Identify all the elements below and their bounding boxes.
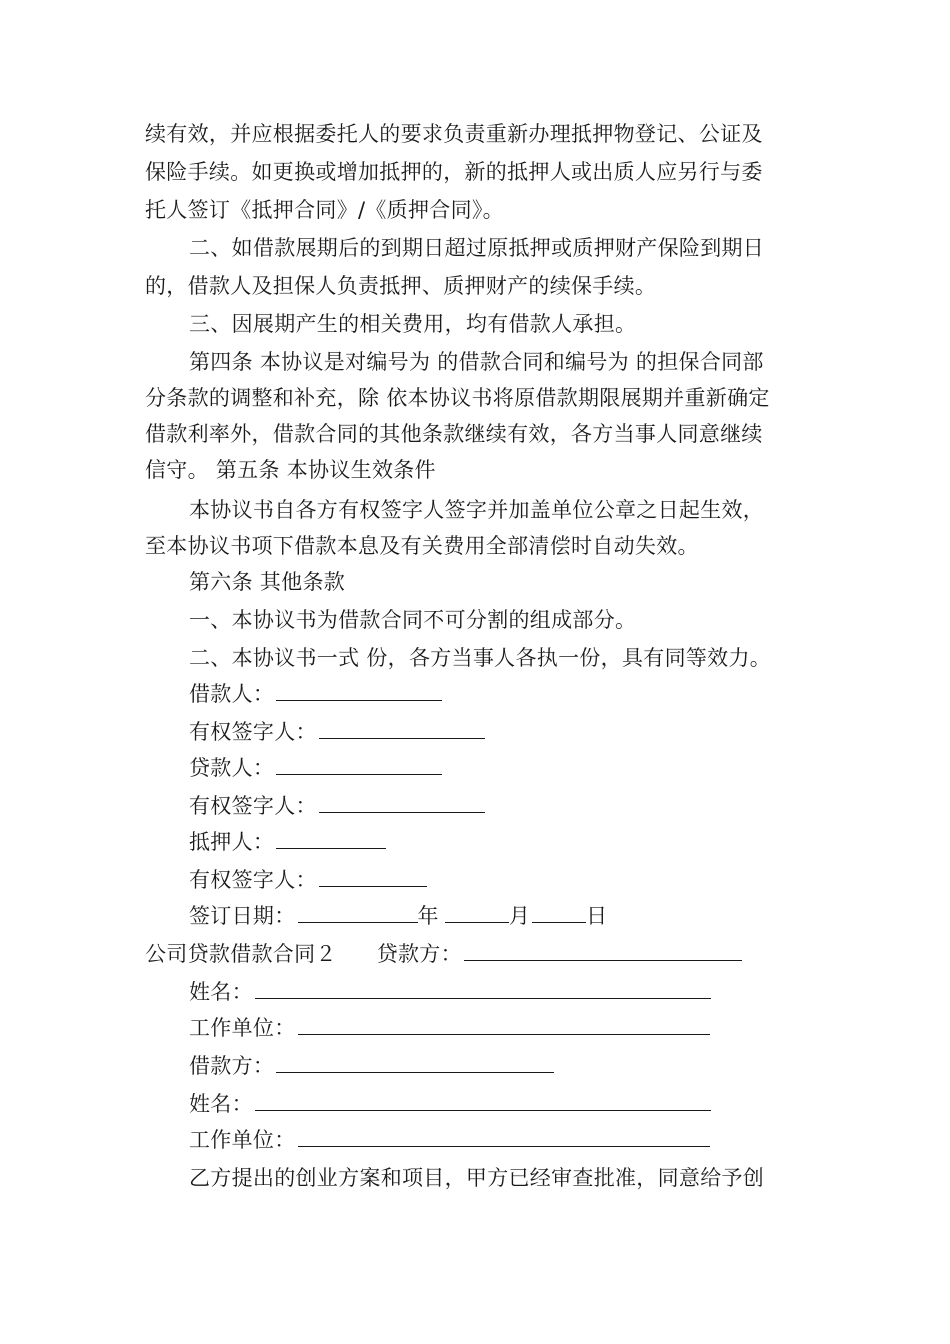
borrower-name-field (189, 1090, 711, 1118)
borrower-field (189, 1052, 554, 1080)
paragraph-line: 分条款的调整和补充，除 依本协议书将原借款期限展期并重新确定 (145, 386, 770, 410)
fill-in-blank (255, 1090, 711, 1111)
fill-in-blank (319, 866, 427, 887)
field-label: 有权签字人： (189, 794, 317, 818)
fill-in-blank (276, 680, 442, 701)
paragraph-line: 借款利率外，借款合同的其他条款继续有效，各方当事人同意继续 (145, 422, 763, 446)
paragraph-line: 二、本协议书一式 份，各方当事人各执一份，具有同等效力。 (189, 646, 772, 670)
fill-in-blank (276, 754, 442, 775)
fill-in-blank (445, 902, 509, 923)
field-label: 借款方： (189, 1054, 275, 1078)
fill-in-blank (298, 902, 418, 923)
lender-name-field (189, 978, 711, 1006)
signature-field-authorized-signer (189, 718, 485, 746)
paragraph-line: 本协议书自各方有权签字人签字并加盖单位公章之日起生效， (189, 498, 765, 522)
borrower-work-unit-field (189, 1126, 710, 1154)
fill-in-blank (298, 1126, 710, 1147)
fill-in-blank (319, 792, 485, 813)
fill-in-blank (464, 940, 742, 961)
fill-in-blank (298, 1014, 710, 1035)
field-label: 姓名： (189, 980, 253, 1004)
field-label: 工作单位： (189, 1128, 296, 1152)
field-label: 贷款方： (376, 942, 462, 966)
contract2-title-line (145, 940, 742, 968)
year-label: 年 (417, 904, 439, 928)
field-label: 签订日期： (189, 904, 296, 928)
signature-field-mortgagor (189, 828, 386, 856)
signing-date-line (189, 902, 607, 930)
paragraph-line: 的，借款人及担保人负责抵押、质押财产的续保手续。 (145, 274, 657, 298)
field-label: 姓名： (189, 1092, 253, 1116)
paragraph-line: 续有效，并应根据委托人的要求负责重新办理抵押物登记、公证及 (145, 122, 763, 146)
fill-in-blank (276, 1052, 554, 1073)
fill-in-blank (276, 828, 386, 849)
field-label: 有权签字人： (189, 720, 317, 744)
signature-field-lender (189, 754, 442, 782)
paragraph-line: 托人签订《抵押合同》/《质押合同》。 (145, 198, 504, 222)
fill-in-blank (319, 718, 485, 739)
month-label: 月 (508, 904, 531, 928)
lender-work-unit-field (189, 1014, 710, 1042)
field-label: 借款人： (189, 682, 275, 706)
paragraph-line: 一、本协议书为借款合同不可分割的组成部分。 (189, 608, 637, 632)
paragraph-line: 二、如借款展期后的到期日超过原抵押或质押财产保险到期日 (189, 236, 765, 260)
paragraph-line: 信守。 第五条 本协议生效条件 (145, 458, 436, 482)
paragraph-line: 乙方提出的创业方案和项目，甲方已经审查批准，同意给予创 (189, 1166, 765, 1190)
field-label: 贷款人： (189, 756, 275, 780)
paragraph-line: 保险手续。如更换或增加抵押的，新的抵押人或出质人应另行与委 (145, 160, 763, 184)
day-label: 日 (586, 904, 608, 928)
section-heading: 第六条 其他条款 (189, 570, 346, 594)
paragraph-line: 第四条 本协议是对编号为 的借款合同和编号为 的担保合同部 (189, 350, 764, 374)
field-label: 工作单位： (189, 1016, 296, 1040)
signature-field-authorized-signer (189, 792, 485, 820)
signature-field-borrower (189, 680, 442, 708)
contract2-title: 公司贷款借款合同２ (145, 942, 337, 966)
fill-in-blank (532, 902, 586, 923)
paragraph-line: 至本协议书项下借款本息及有关费用全部清偿时自动失效。 (145, 534, 699, 558)
paragraph-line: 三、因展期产生的相关费用，均有借款人承担。 (189, 312, 637, 336)
fill-in-blank (255, 978, 711, 999)
field-label: 抵押人： (189, 830, 275, 854)
signature-field-authorized-signer (189, 866, 427, 894)
field-label: 有权签字人： (189, 868, 317, 892)
